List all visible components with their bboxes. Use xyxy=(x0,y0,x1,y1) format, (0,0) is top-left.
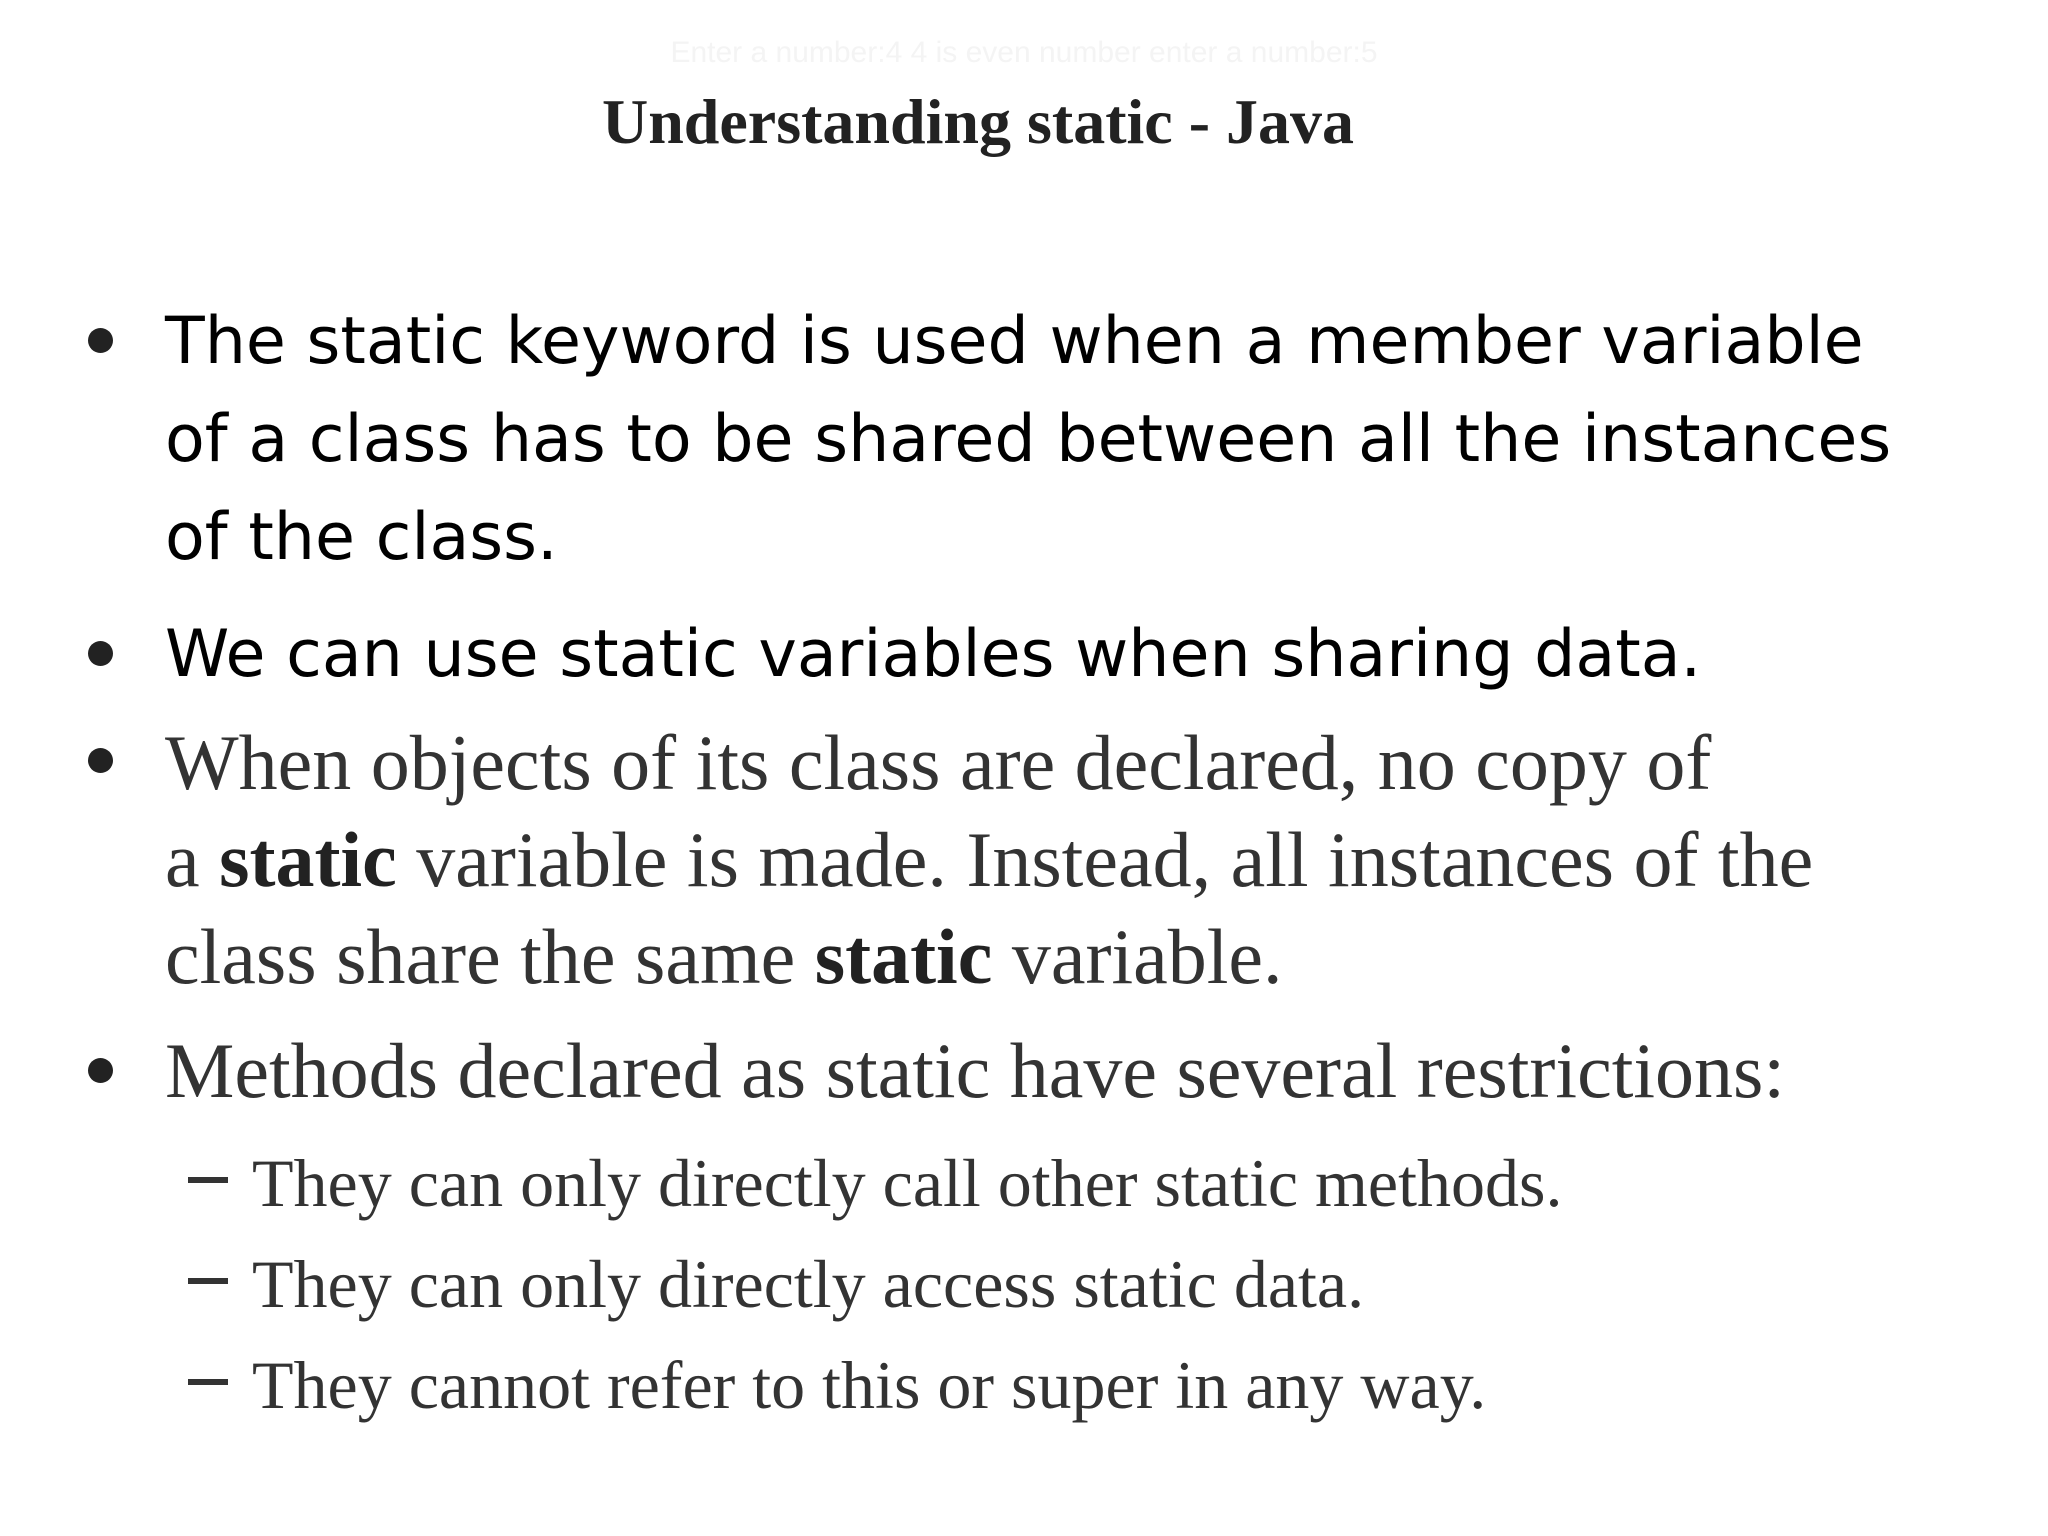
sub-item-3: They cannot refer to this or super in any way. xyxy=(252,1347,1487,1423)
bullet-dot-4 xyxy=(88,1058,113,1083)
sub-dash-2 xyxy=(188,1278,228,1284)
sub-item-1: They can only directly call other static methods. xyxy=(252,1145,1563,1221)
bullet-dot-1 xyxy=(88,328,113,353)
bullet-1-line-1: The static keyword is used when a member variable xyxy=(165,304,1864,379)
bullet-4-line-1: Methods declared as static have several restrictions: xyxy=(165,1027,1786,1114)
bullet-3-line-2-post: variable is made. Instead, all instances of the xyxy=(396,816,1814,903)
static-keyword-bold: static xyxy=(219,816,397,903)
sub-item-2: They can only directly access static data. xyxy=(252,1246,1365,1322)
bullet-3-line-3-post: variable. xyxy=(992,913,1283,1000)
bullet-3-line-2-pre: a xyxy=(165,816,220,903)
bullet-2-line-1: We can use static variables when sharing data. xyxy=(165,617,1702,692)
bullet-3-line-2 xyxy=(165,811,1813,909)
slide-title: Understanding static - Java xyxy=(601,86,1355,157)
bullet-1-line-2: of a class has to be shared between all the instances xyxy=(165,402,1892,477)
static-keyword-bold: static xyxy=(814,913,993,1000)
bullet-1-line-3: of the class. xyxy=(165,500,558,575)
bullet-dot-2 xyxy=(88,641,113,666)
bullet-3-line-1: When objects of its class are declared, no copy of xyxy=(165,719,1712,806)
bullet-3-line-3 xyxy=(165,908,1283,1006)
bullet-dot-3 xyxy=(88,748,113,773)
faint-header-text: Enter a number:4 4 is even number enter a number:5 xyxy=(670,36,1378,69)
sub-dash-3 xyxy=(188,1379,228,1385)
sub-dash-1 xyxy=(188,1177,228,1183)
bullet-3-line-3-pre: class share the same xyxy=(165,913,815,1000)
